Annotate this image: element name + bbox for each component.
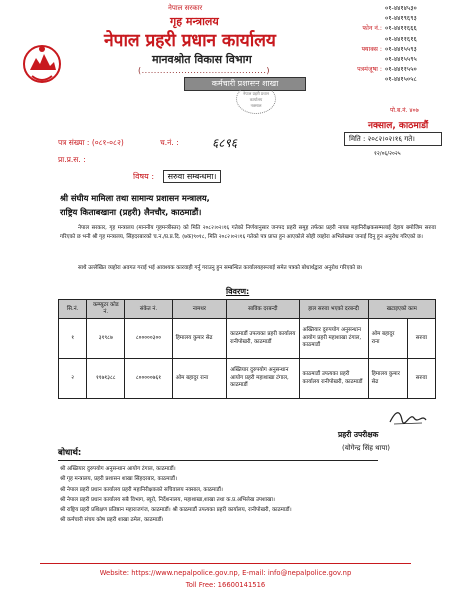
letter-number: पत्र संख्या : (०८१-०८२): [58, 138, 124, 147]
fax-line: ०१-४४१५५९५: [385, 56, 417, 64]
mailbox-line: ०१-४४१५०५८: [385, 76, 417, 84]
footer-contact: Website: https://www.nepalpolice.gov.np, E-mail: info@nepalpolice.gov.np: [99, 569, 352, 577]
body-paragraph-2: साथै उल्लेखित व्यहोरा अवगत गराई भई आवश्यक कारवाही गर्नु गराउनु हुन सम्बन्धित कार्यालयहरूलाई समेत पत्रको बोधार्थद्वारा अनुरोध गरिएको छ।: [78, 265, 363, 271]
th-kam: खटाइएको काम: [368, 300, 435, 319]
cell-kam-type: सरुवा: [407, 319, 435, 359]
body-paragraph-1: नेपाल सरकार, गृह मन्त्रालय (माननीय गृहमन्त्रीस्तर) को मिति २०८२।०२।१६ गतेको निर्णयानुसार जनपद प्रहरी समूह तर्फका प्रहरी नायब महानिरीक्षकसम्मलाई देहाय बमोजिम सरुवा गरिएको छ भनी श्री गृह मन्त्रालय, सिंहदरबारको च.न./प्र.प्र.दि. (७क)९०१८, मिति २०८२।०२।१६ गतेको पत्र प्राप्त हुन आएकोले सोही व्यहोरा अभिलेखमा जनाई दिनु हुन अनुरोध गरिएको छ।: [60, 225, 436, 241]
date-box: [344, 132, 442, 146]
city-address: नक्साल, काठमाडौं: [368, 121, 429, 131]
table-row: [59, 359, 436, 399]
contact-numbers: [356, 4, 417, 86]
footer-tollfree: Toll Free: 16600141516: [185, 581, 266, 589]
subject-value: सरुवा सम्बन्धमा।: [163, 170, 222, 183]
subject-line: [133, 170, 221, 183]
subject-label: विषय :: [133, 172, 155, 181]
signatory-title: प्रहरी उपरीक्षक: [338, 430, 379, 439]
cc-item: श्री नेपाल प्रहरी प्रधान कार्यालय प्रहरी महानिरीक्षकको सचिवालय नक्साल, काठमाडौं।: [60, 486, 223, 493]
table-header-row: [59, 300, 436, 319]
cell-sabik: अख्तियार दुरुपयोग अनुसन्धान आयोग प्रहरी महाशाखा टंगाल, काठमाडौं: [227, 359, 299, 399]
cell-sabik: काठमाडौं उपत्यका प्रहरी कार्यालय रानीपोखरी, काठमाडौं: [227, 319, 299, 359]
cell-name: हिमालय कुमार सेढ: [172, 319, 226, 359]
department-name: मानवश्रोत विकास विभाग: [152, 53, 252, 66]
po-box: पो.ब.नं. ४०७: [390, 107, 419, 114]
footer-divider: [40, 563, 411, 564]
cell-kam-type: सरुवा: [407, 359, 435, 399]
cell-name: ओम बहादुर राना: [172, 359, 226, 399]
th-sanket: संकेत नं.: [125, 300, 172, 319]
cc-list: [60, 464, 292, 526]
th-sn: सि.नं.: [59, 300, 87, 319]
cc-item: श्री गृह मन्त्रालय, प्रहरी प्रशासन शाखा सिंहदरबार, काठमाडौं।: [60, 476, 178, 483]
cc-item: श्री अख्तियार दुरुपयोग अनुसन्धान आयोग टंगाल, काठमाडौं।: [60, 466, 176, 472]
date-label: मिति :: [349, 135, 366, 143]
phone-line: ०१-४४१९६९३: [385, 15, 417, 23]
cell-sanket: ८०००००७६१: [125, 359, 172, 399]
chalani-number: ६८९६: [212, 136, 237, 150]
cell-code: ३१९८७: [87, 319, 125, 359]
cc-item: श्री राष्ट्रिय प्रहरी प्रशिक्षण प्रतिष्ठान महाराजगंज, काठमाडौं। श्री काठमाडौं उपत्यका प्रहरी कार्यालय, रानीपोखरी, काठमाडौं।: [60, 507, 292, 514]
prashakha-label: प्रा.प्र.स. :: [58, 155, 86, 164]
cell-sanket: ८०००००३००: [125, 319, 172, 359]
addressee-line-2: राष्ट्रिय किताबखाना (प्रहरी) लैनचौर, काठमाडौं।: [60, 207, 202, 217]
cc-item: श्री नेपाल प्रहरी प्रधान कार्यालय सबै विभाग, ब्यूरो, निर्देशनालय, महाशाखा,शाखा तथा क.प्र.अभिलेख उपशाखा।: [60, 496, 275, 503]
nepal-police-emblem-icon: [22, 40, 62, 88]
th-name: नामथर: [172, 300, 226, 319]
th-sabik: साविक दरबन्दी: [227, 300, 299, 319]
transfer-table: [58, 299, 436, 399]
cell-code: ११७१३८८: [87, 359, 125, 399]
cell-kam: हिमालय कुमार सेढ: [368, 359, 407, 399]
cell-hal: काठमाडौं उपत्यका प्रहरी कार्यालय रानीपोखरी, काठमाडौं: [299, 359, 368, 399]
cell-hal: अख्तियार दुरुपयोग अनुसन्धान आयोग प्रहरी महाशाखा टंगाल, काठमाडौं: [299, 319, 368, 359]
table-row: [59, 319, 436, 359]
cell-sn: १: [59, 319, 87, 359]
cell-kam: ओम बहादुर राना: [368, 319, 407, 359]
cell-sn: २: [59, 359, 87, 399]
cc-item: श्री कर्मचारी संचय कोष प्रहरी शाखा ठमेल, काठमाडौं।: [60, 517, 164, 524]
table-title: विवरण:: [226, 287, 250, 296]
addressee-line-1: श्री संघीय मामिला तथा सामान्य प्रशासन मन्त्रालय,: [60, 193, 210, 203]
section-name: कर्मचारी प्रशासन शाखा: [184, 77, 306, 91]
th-code: कम्प्युटर कोड नं.: [87, 300, 125, 319]
phone-line: ०१-४४११६१६: [385, 35, 417, 43]
department-dots: (.........................................): [138, 66, 271, 75]
ministry-name: गृह मन्त्रालय: [170, 15, 219, 28]
signatory-name: (योगेन्द्र सिंह थापा): [342, 444, 390, 452]
office-name: नेपाल प्रहरी प्रधान कार्यालय: [104, 31, 276, 51]
fax-line: फ्याक्स : ०१-४४१५५९३: [361, 45, 417, 53]
phone-line: ०१-४४१४५३०: [385, 5, 417, 12]
chalani-label: च.नं. :: [160, 138, 179, 147]
date-value: २०८२।०२।१६ गते।: [367, 135, 415, 143]
cc-divider: [58, 460, 378, 461]
government-label: नेपाल सरकार: [168, 4, 203, 12]
date-english: १२/०६/२०२५: [374, 151, 401, 157]
office-seal: नेपाल प्रहरी प्रधान कार्यालय नक्साल: [236, 84, 276, 114]
phone-line: फोन नं.: ०१-४४११६६६: [362, 25, 417, 33]
mailbox-line: पत्रमंजूषा : ०१-४४११५५०: [357, 66, 417, 74]
th-hal: हाल सरुवा भएको दरबन्दी: [299, 300, 368, 319]
signature-icon: [388, 408, 428, 426]
cc-heading: बोधार्थ:: [58, 448, 82, 458]
